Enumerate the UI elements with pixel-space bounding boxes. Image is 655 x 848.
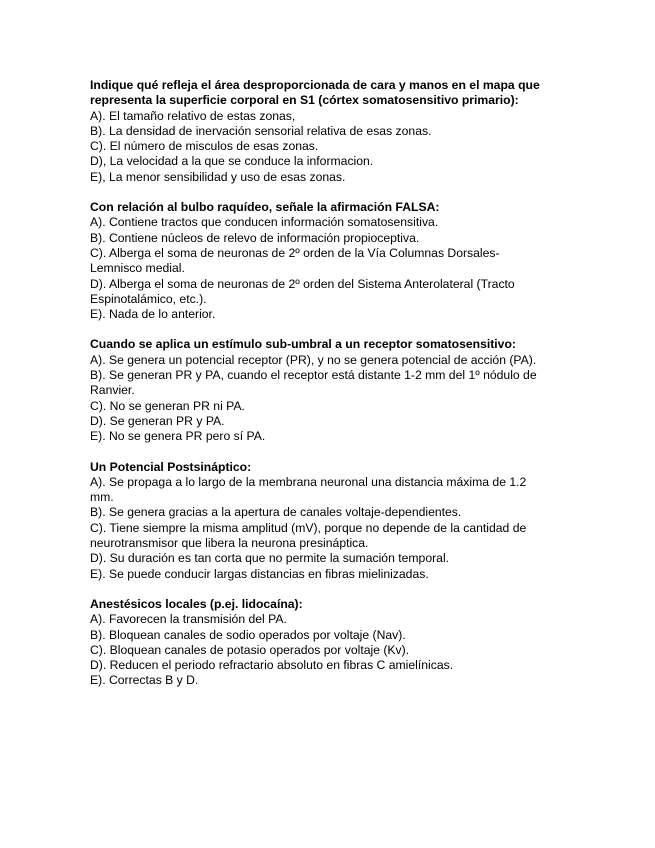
option-a: A). Favorecen la transmisión del PA. — [90, 612, 287, 627]
question-1 — [90, 78, 550, 185]
option-d: D). Alberga el soma de neuronas de 2º orden del Sistema Anterolateral (Tracto Espinotalámico, etc.). — [90, 276, 515, 306]
option-c: C). El número de misculos de esas zonas. — [90, 139, 319, 154]
options-list — [90, 109, 550, 185]
option-b: B). La densidad de inervación sensorial relativa de esas zonas. — [90, 123, 432, 138]
option-b: B). Se genera gracias a la apertura de canales voltaje-dependientes. — [90, 505, 462, 520]
options-list — [90, 215, 550, 322]
options-list — [90, 353, 550, 445]
option-b: B). Bloquean canales de sodio operados por voltaje (Nav). — [90, 627, 406, 642]
question-title: Cuando se aplica un estímulo sub-umbral a un receptor somatosensitivo: — [90, 337, 516, 352]
question-5 — [90, 597, 550, 689]
option-c: C). Tiene siempre la misma amplitud (mV), porque no depende de la cantidad de neurotransmisor que libera la neurona presináptica. — [90, 520, 527, 551]
question-title: Indique qué refleja el área desproporcionada de cara y manos en el mapa que representa la superficie corporal en S1 (córtex somatosensitivo primario): — [90, 78, 540, 108]
option-b: B). Contiene núcleos de relevo de información propioceptiva. — [90, 230, 420, 245]
question-title: Anestésicos locales (p.ej. lidocaína): — [90, 596, 303, 611]
option-c: C). No se generan PR ni PA. — [90, 398, 245, 413]
option-e: E). Se puede conducir largas distancias en fibras mielinizadas. — [90, 566, 429, 581]
question-3 — [90, 337, 550, 444]
option-d: D). Se generan PR y PA. — [90, 413, 225, 428]
options-list — [90, 612, 550, 688]
option-e: E). Nada de lo anterior. — [90, 307, 216, 322]
question-4 — [90, 460, 550, 582]
option-a: A). Contiene tractos que conducen información somatosensitiva. — [90, 215, 439, 230]
option-c: C). Alberga el soma de neuronas de 2º orden de la Vía Columnas Dorsales-Lemnisco medial. — [90, 245, 500, 276]
option-a: A). Se genera un potencial receptor (PR), y no se genera potencial de acción (PA). — [90, 352, 537, 367]
document-page — [90, 78, 550, 704]
question-2 — [90, 200, 550, 322]
option-e: E). Correctas B y D. — [90, 673, 199, 688]
question-title: Un Potencial Postsináptico: — [90, 459, 252, 474]
options-list — [90, 475, 550, 582]
option-e: E), La menor sensibilidad y uso de esas zonas. — [90, 169, 346, 184]
option-d: D). Su duración es tan corta que no permite la sumación temporal. — [90, 551, 450, 566]
option-d: D). Reducen el periodo refractario absoluto en fibras C amielínicas. — [90, 658, 454, 673]
option-a: A). El tamaño relativo de estas zonas, — [90, 108, 296, 123]
option-b: B). Se generan PR y PA, cuando el receptor está distante 1-2 mm del 1º nódulo de Ranvier. — [90, 368, 537, 398]
option-a: A). Se propaga a lo largo de la membrana neuronal una distancia máxima de 1.2 mm. — [90, 474, 527, 505]
option-d: D), La velocidad a la que se conduce la informacion. — [90, 154, 374, 169]
option-e: E). No se genera PR pero sí PA. — [90, 429, 266, 444]
question-title: Con relación al bulbo raquídeo, señale la afirmación FALSA: — [90, 200, 440, 215]
option-c: C). Bloquean canales de potasio operados por voltaje (Kv). — [90, 642, 410, 657]
